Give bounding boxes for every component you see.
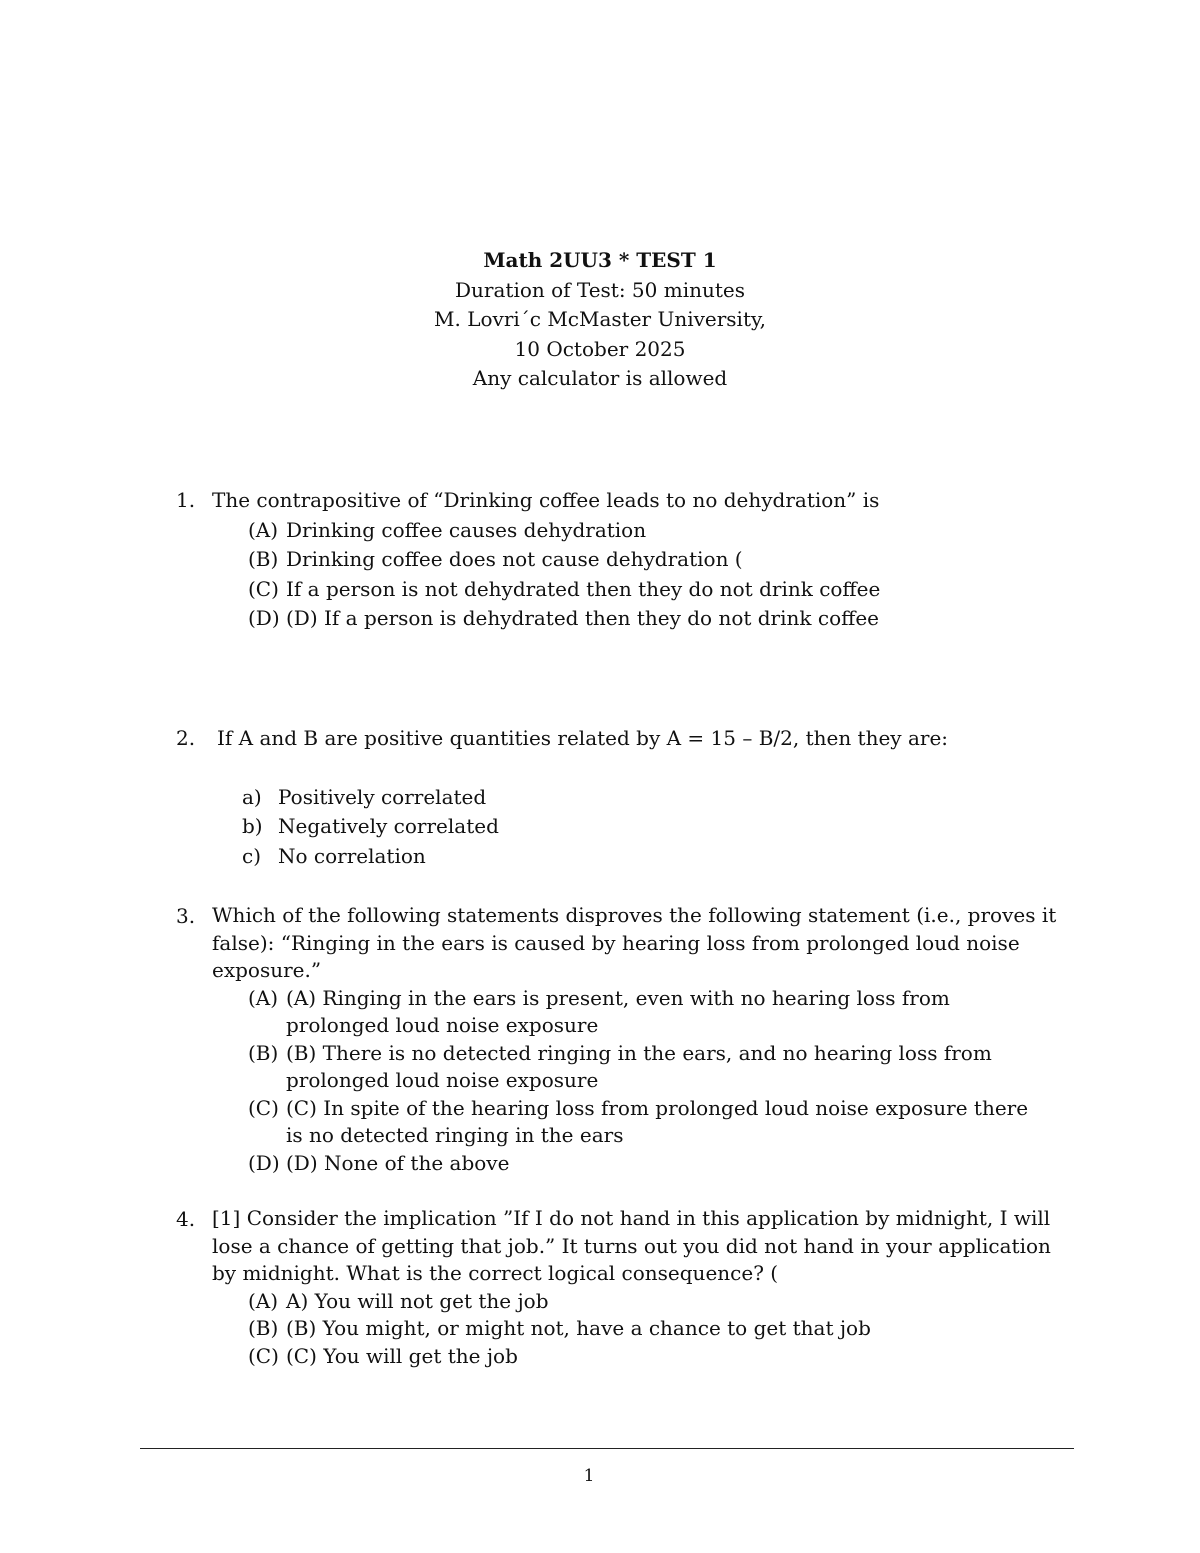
- question-text: [1] Consider the implication ”If I do not hand in this application by midnight, I will lose a chance of getting that job.” It turns out you did not hand in your application by midnight. What is the correct logical consequence? (: [212, 1206, 1051, 1285]
- option-label: (D): [248, 606, 280, 630]
- question-text: If A and B are positive quantities related by A = 15 – B/2, then they are:: [217, 726, 949, 750]
- test-title: Math 2UU3 * TEST 1: [483, 248, 717, 272]
- option-label: (C): [248, 1095, 279, 1120]
- option-item: [176, 545, 1076, 575]
- option-item: [176, 985, 1076, 1040]
- option-text: Negatively correlated: [278, 814, 499, 838]
- option-item: [176, 604, 1076, 634]
- option-text: (B) There is no detected ringing in the ears, and no hearing loss from prolonged loud noise exposure: [286, 1040, 992, 1092]
- question-stem: [176, 486, 1076, 516]
- option-item: [176, 812, 1076, 842]
- option-item: [176, 1315, 1076, 1343]
- option-item: [176, 516, 1076, 546]
- option-item: [176, 842, 1076, 872]
- question-number: 2.: [176, 726, 196, 750]
- option-list: [176, 1288, 1076, 1371]
- option-item: [176, 1040, 1076, 1095]
- option-item: [176, 1288, 1076, 1316]
- option-list: [176, 985, 1076, 1178]
- option-item: [176, 1150, 1076, 1178]
- question-4: [176, 1205, 1076, 1370]
- question-number: 3.: [176, 904, 196, 928]
- option-label: (C): [248, 576, 279, 601]
- option-list: [176, 516, 1076, 634]
- option-text: (A) Ringing in the ears is present, even with no hearing loss from prolonged loud noise exposure: [286, 985, 950, 1037]
- calculator-note: Any calculator is allowed: [472, 366, 728, 390]
- test-header: [0, 246, 1200, 394]
- question-text: The contrapositive of “Drinking coffee leads to no dehydration” is: [212, 488, 880, 512]
- option-label: a): [242, 784, 262, 809]
- option-text: If a person is not dehydrated then they do not drink coffee: [286, 576, 881, 601]
- option-list: [176, 783, 1076, 872]
- option-label: c): [242, 843, 262, 868]
- option-text: (C) You will get the job: [286, 1343, 518, 1368]
- question-number: 4.: [176, 1207, 196, 1231]
- question-number: 1.: [176, 488, 196, 512]
- question-text: Which of the following statements disproves the following statement (i.e., proves it false): “Ringing in the ears is caused by hearing loss from prolonged loud noise exposure.”: [212, 903, 1057, 982]
- option-item: [176, 1343, 1076, 1371]
- option-label: (B): [248, 1316, 279, 1340]
- option-label: (A): [248, 1288, 279, 1313]
- question-stem: [176, 1205, 1076, 1288]
- footer-divider: [140, 1448, 1074, 1449]
- option-item: [176, 575, 1076, 605]
- question-stem: [176, 902, 1076, 985]
- question-2: [176, 724, 1076, 871]
- option-label: (B): [248, 1040, 279, 1065]
- option-item: [176, 1095, 1076, 1150]
- question-stem: [176, 724, 1076, 754]
- option-label: b): [242, 814, 263, 838]
- option-label: (B): [248, 547, 279, 571]
- option-item: [176, 783, 1076, 813]
- question-3: [176, 902, 1076, 1177]
- option-text: (D) None of the above: [286, 1150, 510, 1175]
- option-text: No correlation: [278, 843, 426, 868]
- question-1: [176, 486, 1076, 634]
- option-text: (B) You might, or might not, have a chance to get that job: [286, 1316, 871, 1340]
- option-text: Drinking coffee causes dehydration: [286, 517, 647, 542]
- option-text: (C) In spite of the hearing loss from prolonged loud noise exposure there is no detected ringing in the ears: [286, 1095, 1029, 1147]
- test-duration: Duration of Test: 50 minutes: [455, 277, 745, 302]
- option-label: (A): [248, 517, 279, 542]
- option-text: Positively correlated: [278, 784, 487, 809]
- option-text: A) You will not get the job: [286, 1288, 549, 1313]
- test-date: 10 October 2025: [514, 336, 686, 361]
- option-label: (C): [248, 1343, 279, 1368]
- option-label: (D): [248, 1150, 280, 1175]
- instructor-line: M. Lovri´c McMaster University,: [434, 307, 766, 331]
- page-number: 1: [583, 1466, 595, 1486]
- option-text: Drinking coffee does not cause dehydration (: [286, 547, 743, 571]
- option-label: (A): [248, 985, 279, 1010]
- option-text: (D) If a person is dehydrated then they do not drink coffee: [286, 606, 879, 630]
